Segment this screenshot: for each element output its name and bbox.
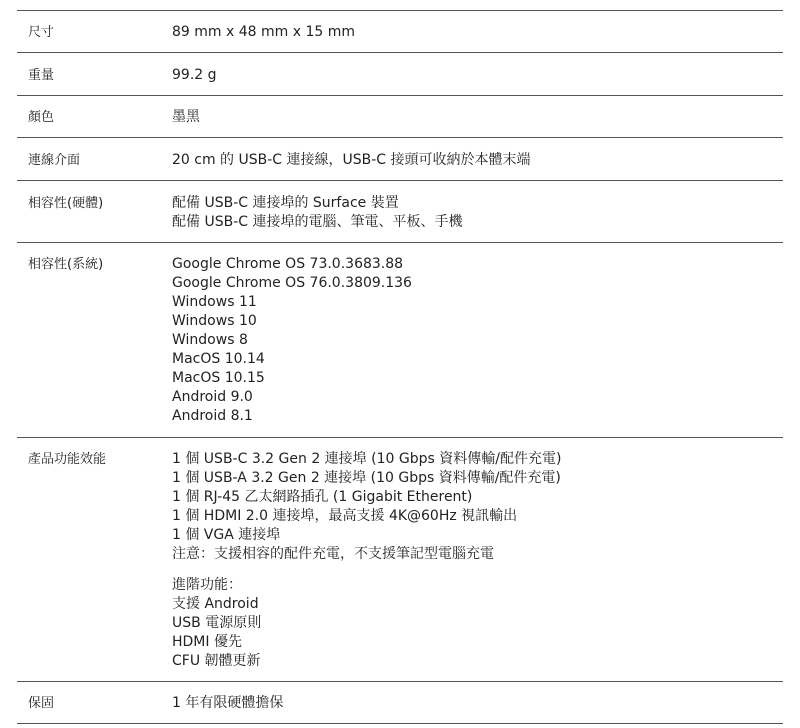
spec-value-line: 1 個 VGA 連接埠 [172, 527, 281, 543]
spec-value-line: Windows 8 [172, 332, 248, 348]
spec-row-os-compat [17, 243, 783, 438]
spec-value-line: 1 年有限硬體擔保 [172, 695, 284, 711]
spec-row-features [17, 438, 783, 682]
spec-value [172, 23, 783, 52]
spec-label: 連線介面 [28, 153, 81, 168]
spec-value-line: Google Chrome OS 73.0.3683.88 [172, 256, 404, 272]
spec-value-line: 1 個 USB-A 3.2 Gen 2 連接埠 (10 Gbps 資料傳輸/配件充電) [172, 470, 561, 486]
spec-label: 相容性(系統) [28, 257, 104, 272]
spec-value-line: 進階功能： [172, 577, 242, 593]
spec-row-weight [17, 53, 783, 96]
spec-row-warranty [17, 682, 783, 724]
spec-label: 重量 [28, 68, 55, 83]
spec-label: 產品功能效能 [28, 452, 107, 467]
spec-value-line: 1 個 HDMI 2.0 連接埠，最高支援 4K@60Hz 視訊輸出 [172, 508, 518, 524]
spec-value-line: Windows 10 [172, 313, 257, 329]
spec-value-line: Android 9.0 [172, 389, 253, 405]
spec-label: 保固 [28, 696, 55, 711]
spec-value-line: HDMI 優先 [172, 634, 242, 650]
spec-value-line: Windows 11 [172, 294, 257, 310]
spec-value [172, 694, 783, 723]
spec-value-line: 注意：支援相容的配件充電，不支援筆記型電腦充電 [172, 546, 494, 562]
spec-row-size [17, 11, 783, 53]
spec-value [172, 66, 783, 95]
spec-value-line: Android 8.1 [172, 408, 253, 424]
spec-value-line: MacOS 10.15 [172, 370, 265, 386]
spec-row-interface [17, 138, 783, 181]
spec-row-hardware-compat [17, 181, 783, 243]
spec-value-line: 墨黑 [172, 109, 200, 125]
spec-value-line: MacOS 10.14 [172, 351, 265, 367]
spec-label: 顏色 [28, 110, 55, 125]
spec-label: 相容性(硬體) [28, 196, 104, 211]
spec-value-line: 1 個 RJ-45 乙太網路插孔 (1 Gigabit Etherent) [172, 489, 473, 505]
spec-table [17, 10, 783, 724]
spec-value-line: CFU 韌體更新 [172, 653, 261, 669]
spec-value-line: 89 mm x 48 mm x 15 mm [172, 24, 355, 40]
spec-value [172, 450, 783, 681]
spec-value-line: 1 個 USB-C 3.2 Gen 2 連接埠 (10 Gbps 資料傳輸/配件充電) [172, 451, 562, 467]
spec-value-line: 99.2 g [172, 67, 217, 83]
spec-value [172, 255, 783, 437]
spec-value [172, 151, 783, 180]
spec-label: 尺寸 [28, 25, 55, 40]
spec-value [172, 108, 783, 137]
spec-row-color [17, 96, 783, 138]
spec-value-line: Google Chrome OS 76.0.3809.136 [172, 275, 412, 291]
spec-value-line: 配備 USB-C 連接埠的電腦、筆電、平板、手機 [172, 214, 463, 230]
spec-value-line: 20 cm 的 USB-C 連接線，USB-C 接頭可收納於本體末端 [172, 152, 531, 168]
spec-value-line: 配備 USB-C 連接埠的 Surface 裝置 [172, 195, 399, 211]
spec-value-line: 支援 Android [172, 596, 259, 612]
spec-value-line: USB 電源原則 [172, 615, 262, 631]
spec-value [172, 194, 783, 242]
